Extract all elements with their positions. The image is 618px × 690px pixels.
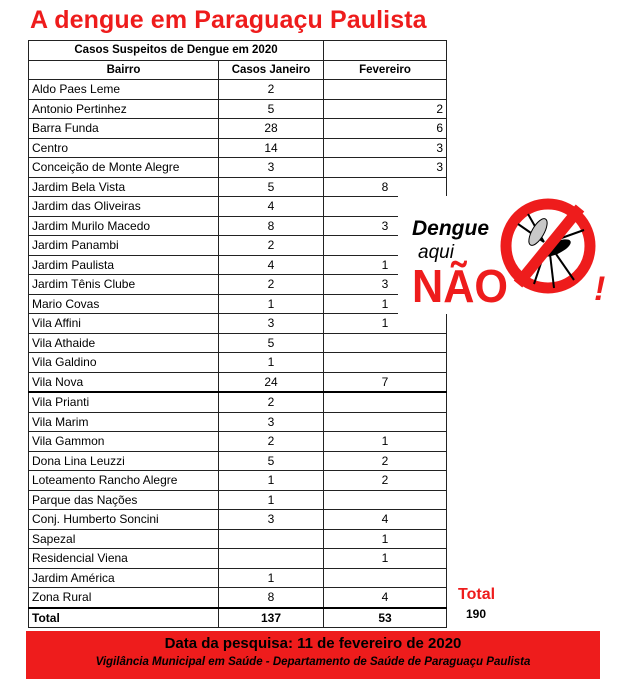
cell-bairro: Barra Funda — [29, 119, 219, 139]
table-row — [29, 471, 447, 491]
cell-janeiro: 2 — [219, 80, 324, 100]
table-row — [29, 451, 447, 471]
cell-fevereiro — [324, 392, 447, 412]
cell-fevereiro — [324, 353, 447, 373]
cell-fevereiro — [324, 80, 447, 100]
mosquito-icon — [506, 204, 590, 288]
table-row — [29, 177, 447, 197]
table-row — [29, 529, 447, 549]
cell-bairro: Vila Gammon — [29, 432, 219, 452]
cell-fevereiro: 1 — [324, 294, 447, 314]
cell-fevereiro: 6 — [324, 119, 447, 139]
cell-janeiro: 8 — [219, 216, 324, 236]
cell-fevereiro: 1 — [324, 529, 447, 549]
cell-janeiro: 5 — [219, 177, 324, 197]
cell-bairro: Jardim Murilo Macedo — [29, 216, 219, 236]
cell-bairro: Vila Galdino — [29, 353, 219, 373]
table-row — [29, 353, 447, 373]
table-row — [29, 588, 447, 608]
cell-janeiro — [219, 549, 324, 569]
caption-blank-cell — [324, 41, 447, 61]
logo-graphic — [398, 196, 612, 314]
header-janeiro: Casos Janeiro — [219, 60, 324, 80]
cell-janeiro: 1 — [219, 294, 324, 314]
table-row — [29, 216, 447, 236]
logo-text-dengue: Dengue — [412, 217, 490, 240]
cell-fevereiro: 4 — [324, 510, 447, 530]
total-janeiro-cell: 137 — [219, 608, 324, 628]
cell-bairro: Conj. Humberto Soncini — [29, 510, 219, 530]
table-body — [29, 41, 447, 628]
table-row — [29, 490, 447, 510]
table-caption: Casos Suspeitos de Dengue em 2020 — [29, 41, 324, 61]
table-row — [29, 510, 447, 530]
grand-total-label: Total — [458, 586, 496, 603]
cell-fevereiro — [324, 490, 447, 510]
table-row — [29, 275, 447, 295]
cell-bairro: Jardim América — [29, 568, 219, 588]
cell-bairro: Zona Rural — [29, 588, 219, 608]
cell-fevereiro — [324, 568, 447, 588]
cell-bairro: Vila Affini — [29, 314, 219, 334]
cell-bairro: Jardim Panambi — [29, 236, 219, 256]
cell-bairro: Centro — [29, 138, 219, 158]
cell-bairro: Loteamento Rancho Alegre — [29, 471, 219, 491]
cell-janeiro: 8 — [219, 588, 324, 608]
table-row — [29, 158, 447, 178]
cell-fevereiro: 8 — [324, 177, 447, 197]
cell-janeiro: 5 — [219, 333, 324, 353]
cell-bairro: Jardim Bela Vista — [29, 177, 219, 197]
cell-janeiro: 3 — [219, 314, 324, 334]
cell-bairro: Jardim Paulista — [29, 255, 219, 275]
grand-total-value: 190 — [466, 607, 487, 621]
cell-janeiro: 5 — [219, 99, 324, 119]
cell-bairro: Jardim Tênis Clube — [29, 275, 219, 295]
cell-fevereiro: 2 — [324, 471, 447, 491]
banner-date: Data da pesquisa: 11 de fevereiro de 2020 — [164, 635, 462, 652]
cell-janeiro: 28 — [219, 119, 324, 139]
page-title: A dengue em Paraguaçu Paulista — [30, 6, 427, 34]
cell-janeiro: 3 — [219, 412, 324, 432]
table-row — [29, 99, 447, 119]
cell-janeiro: 24 — [219, 372, 324, 392]
table-row — [29, 80, 447, 100]
cell-bairro: Aldo Paes Leme — [29, 80, 219, 100]
cell-bairro: Antonio Pertinhez — [29, 99, 219, 119]
table-row — [29, 294, 447, 314]
cell-janeiro: 4 — [219, 255, 324, 275]
table-row — [29, 412, 447, 432]
table-row — [29, 432, 447, 452]
total-label-cell: Total — [29, 608, 219, 628]
table-row — [29, 333, 447, 353]
table-row — [29, 236, 447, 256]
header-fevereiro: Fevereiro — [324, 60, 447, 80]
cell-janeiro: 2 — [219, 432, 324, 452]
table-row — [29, 549, 447, 569]
table-row — [29, 314, 447, 334]
research-date-banner — [26, 631, 600, 679]
cell-fevereiro: 1 — [324, 255, 447, 275]
cell-fevereiro: 1 — [324, 549, 447, 569]
cell-janeiro: 3 — [219, 510, 324, 530]
cell-janeiro: 2 — [219, 236, 324, 256]
dengue-aqui-nao-logo — [398, 196, 612, 314]
header-row — [29, 60, 447, 80]
cell-janeiro: 4 — [219, 197, 324, 217]
cell-bairro: Parque das Nações — [29, 490, 219, 510]
cell-bairro: Jardim das Oliveiras — [29, 197, 219, 217]
cell-fevereiro: 3 — [324, 275, 447, 295]
cell-janeiro: 14 — [219, 138, 324, 158]
cell-janeiro: 1 — [219, 353, 324, 373]
cell-fevereiro: 3 — [324, 216, 447, 236]
table-row — [29, 255, 447, 275]
header-bairro: Bairro — [29, 60, 219, 80]
table-row — [29, 372, 447, 392]
cell-fevereiro — [324, 333, 447, 353]
cell-fevereiro: 4 — [324, 588, 447, 608]
logo-exclamation: ! — [594, 270, 606, 308]
cell-bairro: Conceição de Monte Alegre — [29, 158, 219, 178]
cell-janeiro — [219, 529, 324, 549]
cell-janeiro: 2 — [219, 275, 324, 295]
cell-fevereiro: 1 — [324, 314, 447, 334]
dengue-cases-table — [28, 40, 447, 628]
table-row — [29, 138, 447, 158]
cell-fevereiro: 3 — [324, 138, 447, 158]
cell-bairro: Residencial Viena — [29, 549, 219, 569]
cell-fevereiro: 7 — [324, 372, 447, 392]
cell-bairro: Sapezal — [29, 529, 219, 549]
total-row — [29, 608, 447, 628]
table-row — [29, 392, 447, 412]
cell-bairro: Dona Lina Leuzzi — [29, 451, 219, 471]
cell-janeiro: 1 — [219, 490, 324, 510]
cell-fevereiro: 2 — [324, 99, 447, 119]
cell-bairro: Vila Athaide — [29, 333, 219, 353]
cell-bairro: Mario Covas — [29, 294, 219, 314]
cell-bairro: Vila Marim — [29, 412, 219, 432]
cell-janeiro: 2 — [219, 392, 324, 412]
caption-row — [29, 41, 447, 61]
cell-janeiro: 5 — [219, 451, 324, 471]
table-row — [29, 568, 447, 588]
table-row — [29, 197, 447, 217]
cell-janeiro: 1 — [219, 471, 324, 491]
total-fevereiro-cell: 53 — [324, 608, 447, 628]
logo-text-aqui: aqui — [418, 242, 454, 263]
cell-janeiro: 1 — [219, 568, 324, 588]
banner-organization: Vigilância Municipal em Saúde - Departamento de Saúde de Paraguaçu Paulista — [95, 656, 531, 668]
cell-fevereiro: 3 — [324, 158, 447, 178]
cell-fevereiro: 1 — [324, 432, 447, 452]
cell-bairro: Vila Prianti — [29, 392, 219, 412]
cell-bairro: Vila Nova — [29, 372, 219, 392]
cell-janeiro: 3 — [219, 158, 324, 178]
cell-fevereiro: 2 — [324, 451, 447, 471]
cell-fevereiro — [324, 412, 447, 432]
logo-text-nao: NÃO — [412, 260, 508, 312]
table-row — [29, 119, 447, 139]
